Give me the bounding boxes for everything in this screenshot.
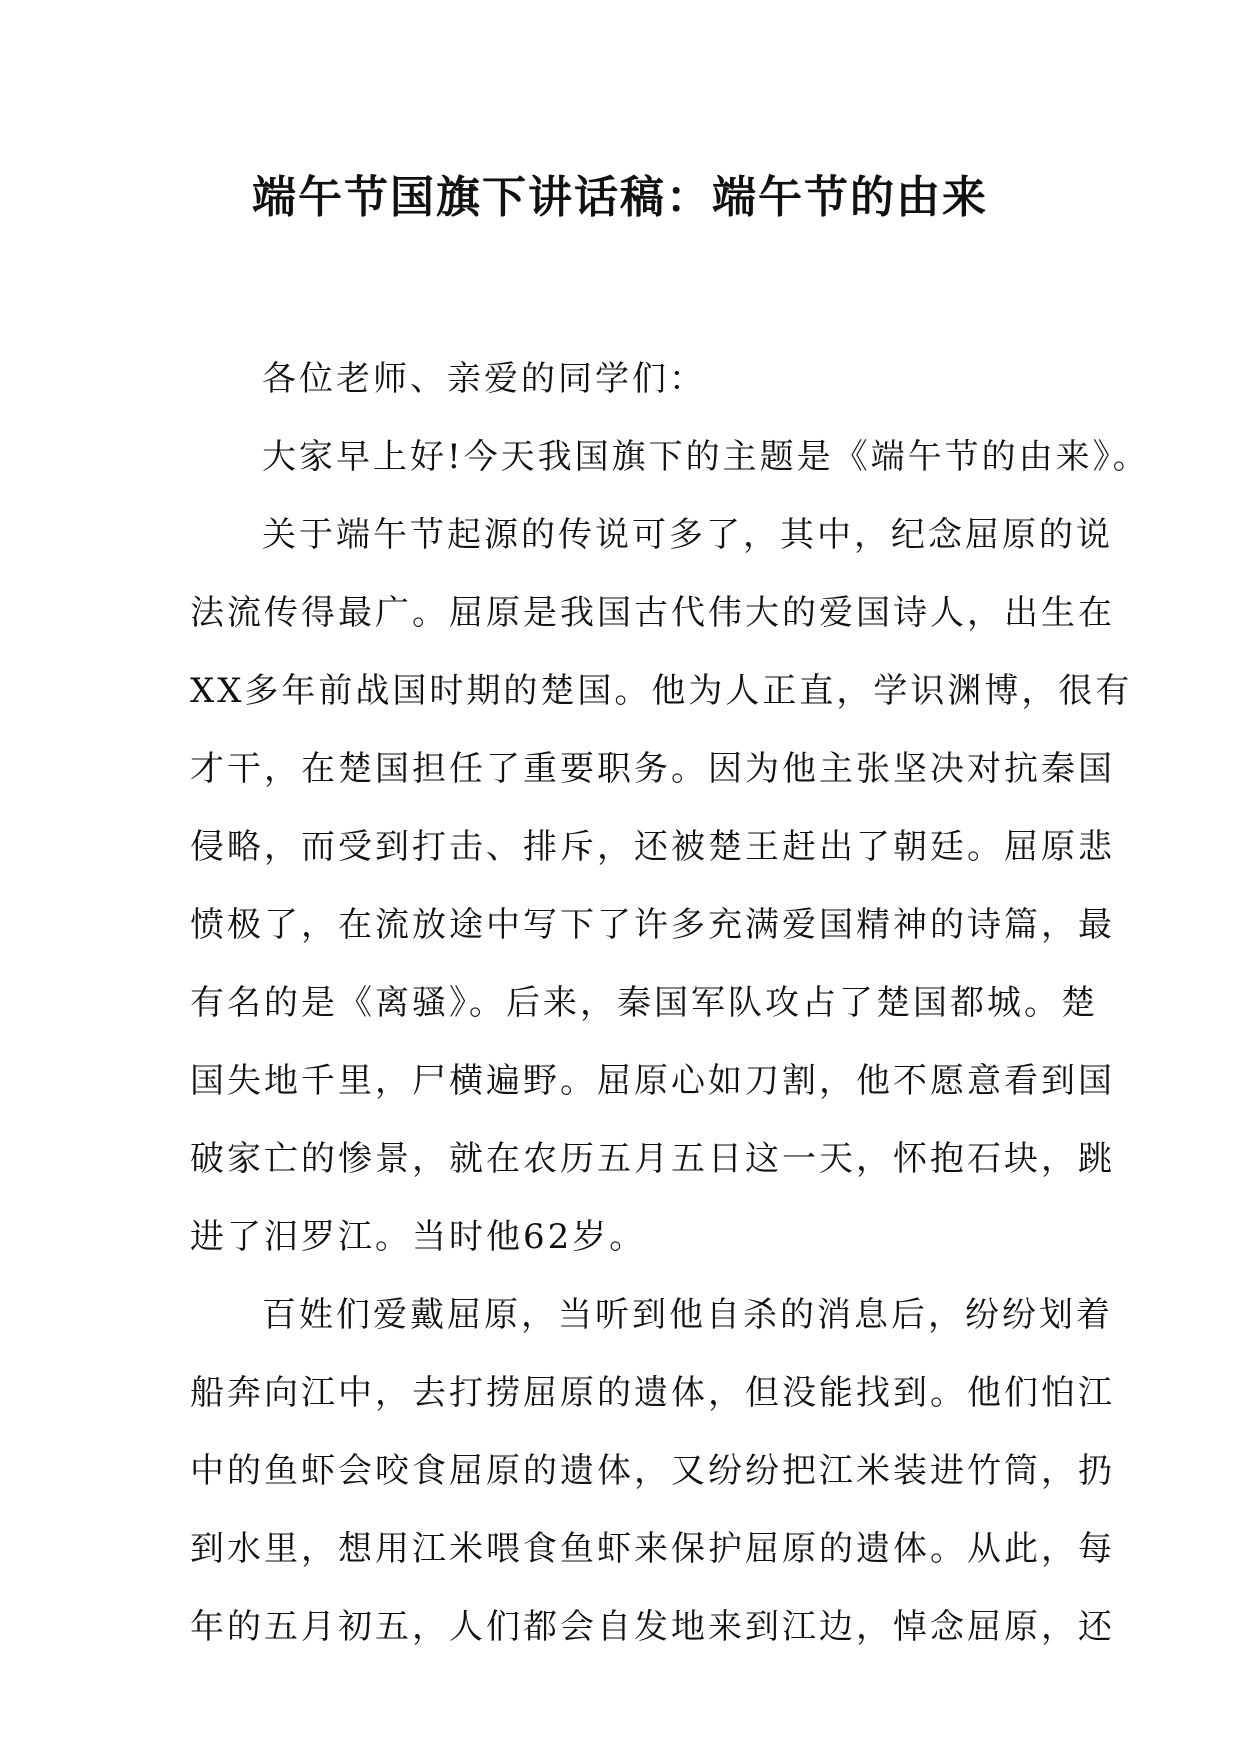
- paragraph-line: 船奔向江中，去打捞屈原的遗体，但没能找到。他们怕江: [190, 1373, 1115, 1413]
- paragraph-line: 破家亡的惨景，就在农历五月五日这一天，怀抱石块，跳: [190, 1139, 1115, 1179]
- document-body: [190, 340, 1150, 1666]
- paragraph-line: 进了汨罗江。当时他62岁。: [190, 1217, 647, 1257]
- paragraph-line: 法流传得最广。屈原是我国古代伟大的爱国诗人，出生在: [190, 593, 1115, 633]
- paragraph-line: 有名的是《离骚》。后来，秦国军队攻占了楚国都城。楚: [190, 983, 1098, 1023]
- paragraph-line: 侵略，而受到打击、排斥，还被楚王赶出了朝廷。屈原悲: [190, 827, 1115, 867]
- document-title: 端午节国旗下讲话稿：端午节的由来: [252, 172, 988, 223]
- paragraph-line: 到水里，想用江米喂食鱼虾来保护屈原的遗体。从此，每: [190, 1529, 1115, 1569]
- salutation-line: 各位老师、亲爱的同学们：: [262, 359, 706, 399]
- paragraph-line: 年的五月初五，人们都会自发地来到江边，悼念屈原，还: [190, 1607, 1115, 1647]
- paragraph-line: XX多年前战国时期的楚国。他为人正直，学识渊博，很有: [190, 671, 1133, 711]
- paragraph-line: 国失地千里，尸横遍野。屈原心如刀割，他不愿意看到国: [190, 1061, 1115, 1101]
- paragraph-line: 愤极了，在流放途中写下了许多充满爱国精神的诗篇，最: [190, 905, 1115, 945]
- greeting-line: 大家早上好!今天我国旗下的主题是《端午节的由来》。: [262, 437, 1150, 477]
- paragraph-line: 百姓们爱戴屈原，当听到他自杀的消息后，纷纷划着: [262, 1295, 1113, 1335]
- paragraph-line: 中的鱼虾会咬食屈原的遗体，又纷纷把江米装进竹筒，扔: [190, 1451, 1115, 1491]
- paragraph-line: 关于端午节起源的传说可多了，其中，纪念屈原的说: [262, 515, 1113, 555]
- paragraph-line: 才干，在楚国担任了重要职务。因为他主张坚决对抗秦国: [190, 749, 1115, 789]
